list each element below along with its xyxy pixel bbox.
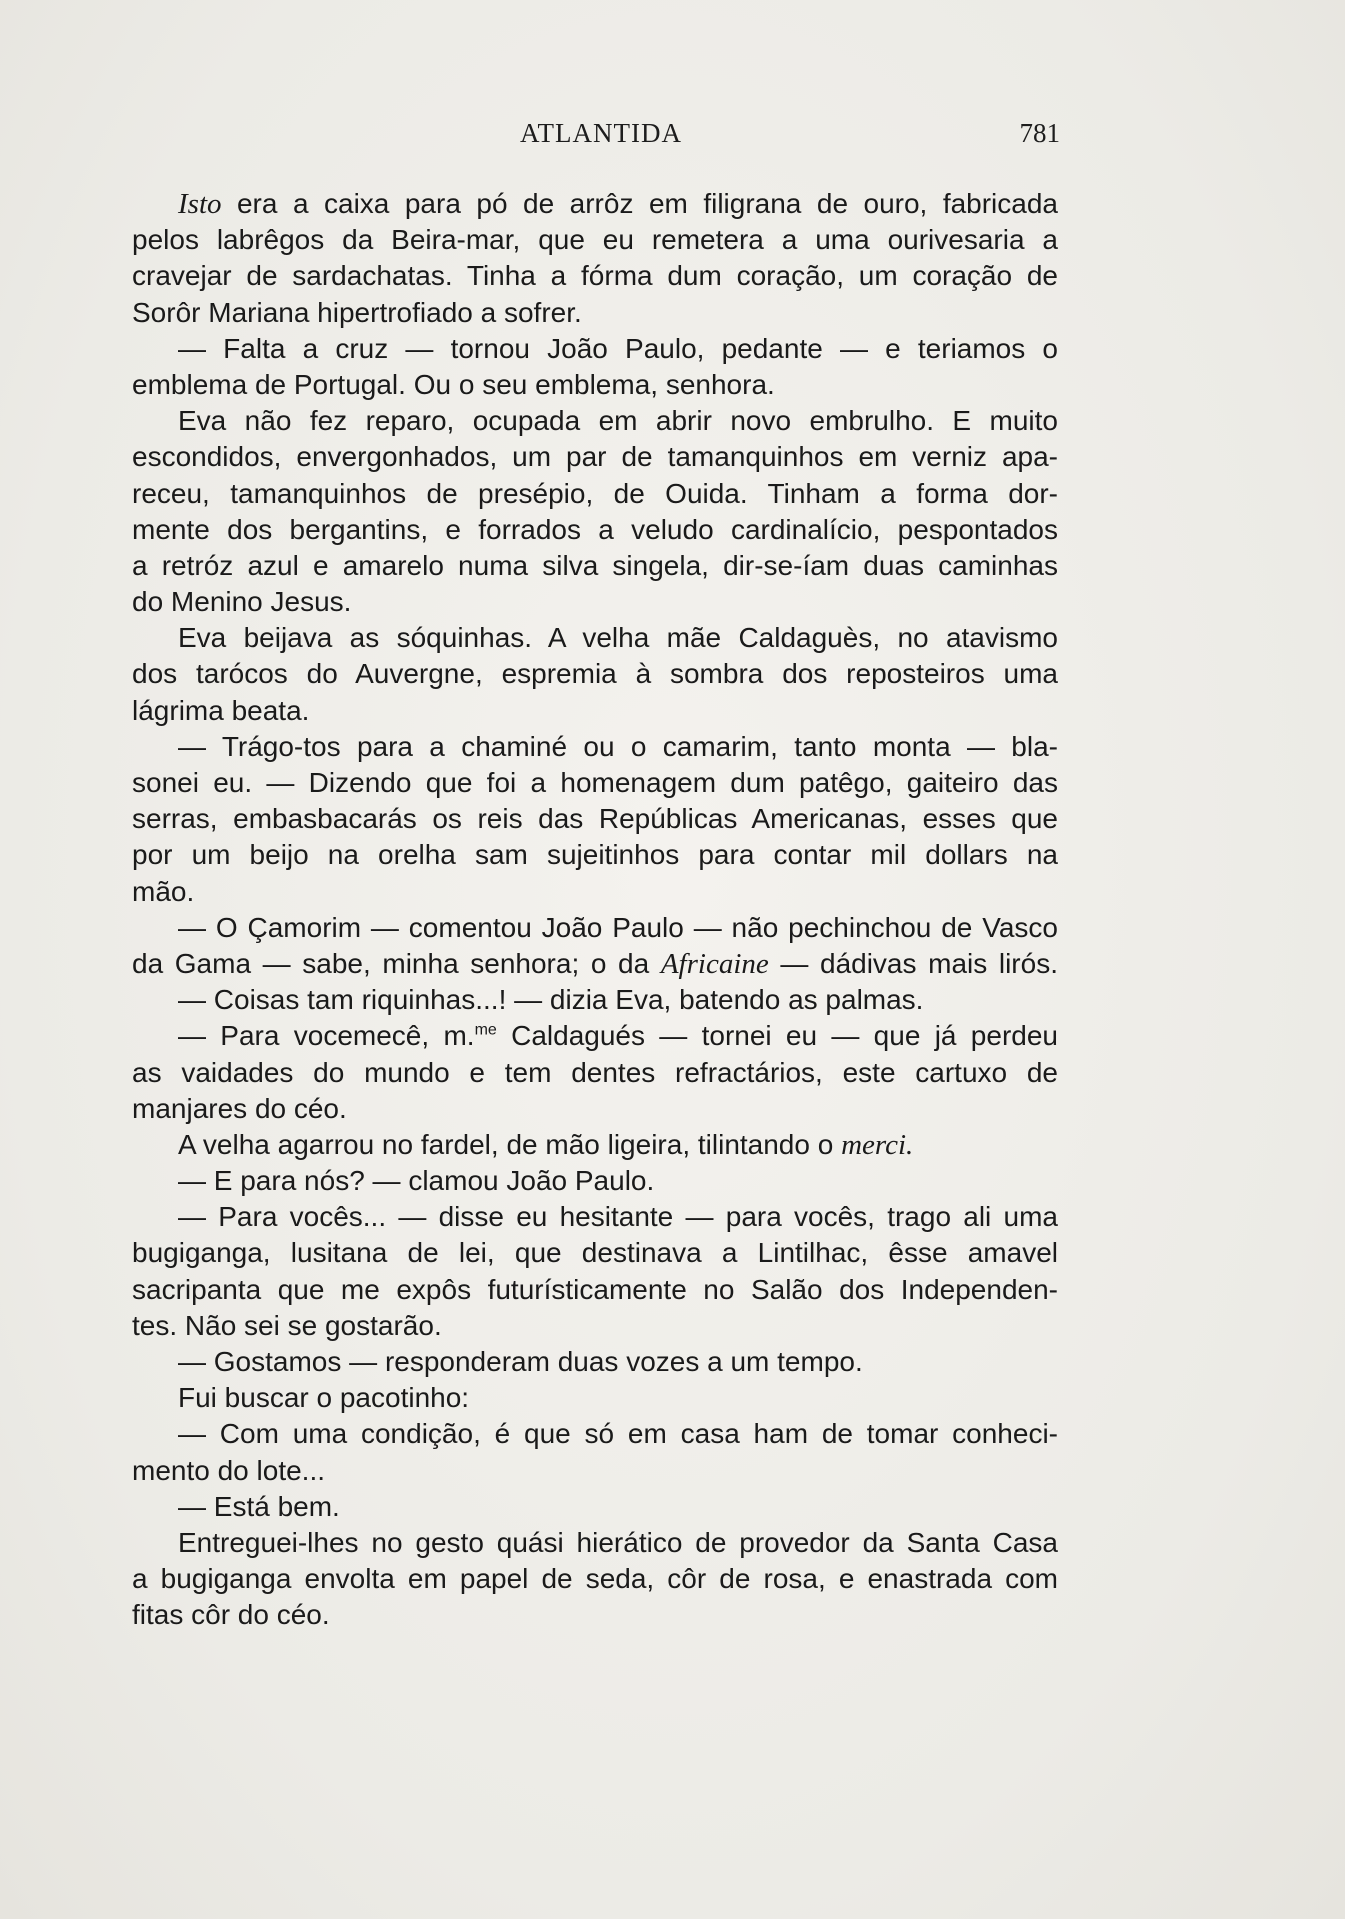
text-line [132,946,1058,982]
text-line [132,1308,1058,1344]
running-title: ATLANTIDA [520,118,682,148]
text-span: emblema de Portugal. Ou o seu emblema, senhora. [132,368,775,400]
text-span: mente dos bergantins, e forrados a veludo cardinalício, pespontados [132,513,1058,545]
text-span: — Gostamos — responderam duas vozes a um tempo. [178,1346,863,1377]
text-line [132,476,1058,512]
text-line [132,222,1058,258]
text-span: manjares do céo. [132,1092,347,1124]
text-span: dos tarócos do Auvergne, espremia à sombra dos reposteiros uma [132,658,1058,690]
text-span: mão. [132,875,195,907]
text-line [132,874,1058,910]
text-span: — dádivas mais lirós. [768,947,1058,979]
text-span: tes. Não sei se gostarão. [132,1309,442,1341]
text-span: a bugiganga envolta em papel de seda, côr de rosa, e enastrada com [132,1563,1058,1595]
text-span: a retróz azul e amarelo numa silva singela, dir-se-íam duas caminhas [132,549,1058,581]
text-line [132,295,1058,331]
text-line [132,1597,1058,1633]
text-span: sonei eu. — Dizendo que foi a homenagem dum patêgo, gaiteiro das [132,767,1058,798]
text-span: mento do lote... [132,1454,326,1486]
text-span: — Para vocemecê, m. [178,1020,475,1052]
text-line [132,801,1058,837]
text-line [132,982,1058,1018]
text-span: — Para vocês... — disse eu hesitante — para vocês, trago ali uma [178,1201,1058,1233]
text-span: Fui buscar o pacotinho: [178,1382,470,1414]
text-span: sacripanta que me expôs futurísticamente no Salão dos Independen- [132,1273,1058,1305]
text-span: do Menino Jesus. [132,586,352,618]
body-text [132,186,1058,1634]
text-span: pelos labrêgos da Beira-mar, que eu remetera a uma ourivesaria a [132,224,1058,256]
text-span: por um beijo na orelha sam sujeitinhos para contar mil dollars na [132,839,1058,871]
text-line [132,910,1058,946]
text-line [132,656,1058,692]
italic-text: Isto [178,188,222,220]
text-line [132,1344,1058,1380]
text-line [132,1235,1058,1271]
text-line [132,1272,1058,1308]
text-span: — Coisas tam riquinhas...! — dizia Eva, batendo as palmas. [178,984,924,1016]
italic-text: merci. [841,1128,914,1161]
page-number: 781 [1019,118,1060,148]
text-span: A velha agarrou no fardel, de mão ligeira, tilintando o [178,1128,842,1160]
text-line [132,1163,1058,1199]
text-span: as vaidades do mundo e tem dentes refractários, este cartuxo de [132,1056,1058,1088]
text-line [132,186,1058,222]
text-line [132,1127,1058,1163]
text-line [132,331,1058,367]
text-line [132,1525,1058,1561]
text-span: Eva não fez reparo, ocupada em abrir novo embrulho. E muito [178,405,1058,437]
text-line [132,693,1058,729]
superscript-text: me [474,1021,497,1039]
text-span: cravejar de sardachatas. Tinha a fórma dum coração, um coração de [132,260,1058,292]
text-span: — Está bem. [178,1490,340,1522]
text-span: escondidos, envergonhados, um par de tamanquinhos em verniz apa- [132,441,1058,473]
text-span: bugiganga, lusitana de lei, que destinava a Lintilhac, êsse amavel [132,1237,1058,1269]
text-span: — O Çamorim — comentou João Paulo — não pechinchou de Vasco [178,911,1058,943]
text-line [132,439,1058,475]
text-line [132,837,1058,873]
text-line [132,512,1058,548]
text-span: — Com uma condição, é que só em casa ham de tomar conheci- [178,1418,1058,1450]
text-span: — Trágo-tos para a chaminé ou o camarim, tanto monta — bla- [178,730,1058,762]
text-line [132,729,1058,765]
text-span: era a caixa para pó de arrôz em filigrana de ouro, fabricada [221,188,1058,219]
text-line [132,1561,1058,1597]
text-span: Caldagués — tornei eu — que já perdeu [496,1020,1058,1052]
text-span: — Falta a cruz — tornou João Paulo, pedante — e teriamos o [178,332,1058,364]
text-line [132,584,1058,620]
text-line [132,1380,1058,1416]
text-line [132,765,1058,801]
text-line [132,1489,1058,1525]
text-line [132,1199,1058,1235]
text-span: receu, tamanquinhos de presépio, de Ouida. Tinham a forma dor- [132,477,1058,509]
text-line [132,258,1058,294]
text-line [132,620,1058,656]
text-line [132,1416,1058,1452]
italic-text: Africaine [660,947,769,980]
text-span: Entreguei-lhes no gesto quási hierático de provedor da Santa Casa [178,1526,1058,1558]
text-span: — E para nós? — clamou João Paulo. [178,1165,655,1197]
text-line [132,403,1058,439]
text-span: serras, embasbacarás os reis das Repúblicas Americanas, esses que [132,803,1058,835]
text-span: fitas côr do céo. [132,1599,330,1631]
text-line [132,1091,1058,1127]
text-span: Sorôr Mariana hipertrofiado a sofrer. [132,296,582,328]
text-span: lágrima beata. [132,694,310,726]
text-line [132,1453,1058,1489]
text-line [132,367,1058,403]
text-span: da Gama — sabe, minha senhora; o da [132,947,661,979]
text-line [132,1055,1058,1091]
text-span: Eva beijava as sóquinhas. A velha mãe Caldaguès, no atavismo [178,622,1058,654]
text-line [132,548,1058,584]
running-header [130,118,1060,158]
text-line [132,1018,1058,1054]
